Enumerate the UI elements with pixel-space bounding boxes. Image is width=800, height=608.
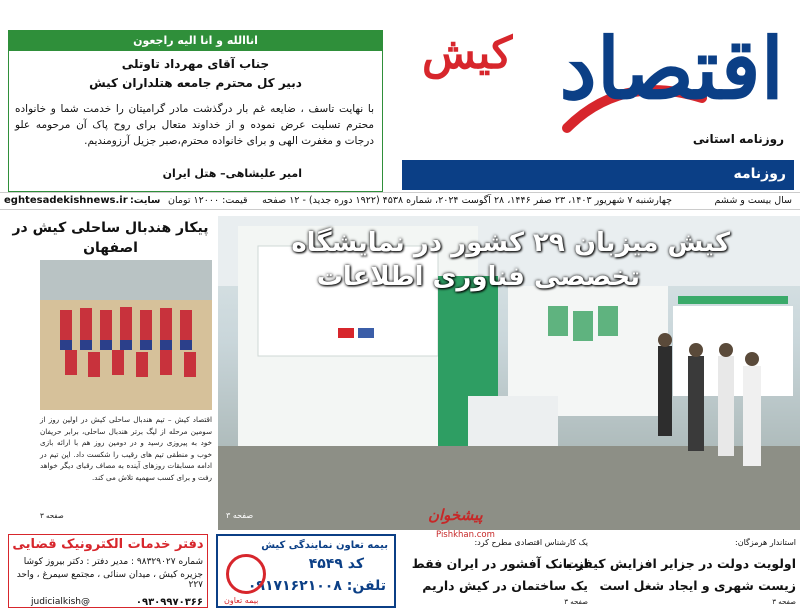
condolence-signature: امیر علیشاهی– هتل ایران: [162, 167, 302, 180]
story-kicker: یک کارشناس اقتصادی مطرح کرد:: [474, 538, 588, 547]
handball-headline[interactable]: پیکار هندبال ساحلی کیش در اصفهان: [12, 220, 209, 256]
team-photo-graphic: [40, 260, 212, 410]
website-label: سایت:: [130, 195, 161, 206]
masthead: [392, 8, 794, 192]
governor-story[interactable]: [565, 534, 796, 608]
condolence-recipient-role: دبیر کل محترم جامعه هتلداران کیش: [89, 76, 302, 90]
story-kicker: استاندار هرمزگان:: [735, 538, 796, 547]
insurance-logo-label: بیمه تعاون: [224, 596, 259, 605]
condolence-header: اناالله و انا الیه راجعون: [9, 31, 382, 51]
story-page-ref: صفحه ۳: [772, 598, 796, 606]
masthead-band: [402, 160, 794, 190]
insurance-ad-phone: تلفن: ۰۹۱۷۱۶۲۱۰۰۸: [247, 578, 386, 594]
judicial-ad-line: شماره ۹۸۳۲۹۰۲۷ : مدیر دفتر : دکتر بیروز کوشا: [23, 557, 203, 567]
story-headline-continued: یک ساختمان در کیش داریم: [422, 578, 588, 593]
newspaper-logo: اقتصاد: [559, 19, 784, 118]
issue-date: چهارشنبه ۷ شهریور ۱۴۰۳، ۲۳ صفر ۱۴۴۶، ۲۸ آگوست ۲۰۲۴، شماره ۴۵۳۸ (۱۹۲۲ دوره جدید) - ۱۲ صفحه: [262, 195, 672, 206]
condolence-body: با نهایت تاسف ، ضایعه غم بار درگذشت مادر گرامیتان را خدمت شما و خانواده محترم تسلیت عرض نموده و از خداوند متعال برای روح پاک آن مرحومه علو درجات و مغفرت الهی و برای خانواده محترم،صبر جزیل آرزومندیم.: [15, 103, 374, 147]
main-story-page-ref: صفحه ۳: [226, 511, 254, 520]
website-link[interactable]: eghtesadekishnews.ir: [4, 195, 128, 206]
newspaper-logo-accent: کیش: [422, 28, 513, 79]
insurance-ad[interactable]: [216, 534, 396, 608]
judicial-ad-address: جزیره کیش ، میدان سنائی ، مجتمع سیمرغ ، واحد ۲۲۷: [16, 570, 203, 590]
judicial-ad-title: دفتر خدمات الکترونیک قضایی: [12, 537, 204, 552]
handball-margin: [8, 260, 38, 510]
handball-body: اقتصاد کیش – تیم هندبال ساحلی کیش در اولین روز از سومین مرحله از لیگ برتر هندبال ساحلی، برابر حریفان خود به پیروزی رسید و در دومین روز هم با ارائه بازی خوب و منطقی تیم های رقیب را شکست داد. این تیم در ادامه مسابقات روزهای آینده به مصاف رقبای دیگر خواهد رفت و برای کسب سهمیه تلاش می کند.: [40, 415, 212, 482]
judicial-services-ad[interactable]: [8, 534, 208, 608]
issue-info-strip: [0, 192, 800, 210]
handball-team-photo[interactable]: [40, 260, 212, 410]
masthead-band-label: روزنامه: [733, 166, 786, 182]
insurance-logo-icon: [226, 554, 266, 594]
condolence-notice: [8, 30, 383, 192]
story-headline: از بانک آفشور در ایران فقط: [411, 556, 588, 571]
judicial-ad-email: judicialkish@: [31, 597, 90, 607]
newspaper-subtitle: روزنامه استانی: [692, 132, 784, 146]
offshore-bank-story[interactable]: [402, 534, 588, 608]
story-page-ref: صفحه ۳: [564, 598, 588, 606]
insurance-ad-title: بیمه تعاون نمایندگی کیش: [261, 540, 388, 551]
handball-page-ref: صفحه ۳: [40, 512, 64, 520]
story-headline: اولویت دولت در جزایر افزایش کیفیت: [565, 556, 796, 571]
main-headline[interactable]: کیش میزبان ۲۹ کشور در نمایشگاه: [291, 228, 730, 258]
judicial-ad-phone: ۰۹۳۰۹۹۷۰۳۶۶: [135, 597, 203, 608]
insurance-ad-code: کد ۴۵۴۹: [308, 556, 364, 572]
pishkhan-watermark: پیشخوان: [428, 506, 483, 524]
main-headline-continued[interactable]: تخصصی فناوری اطلاعات: [316, 262, 640, 292]
story-headline-continued: زیست شهری و ایجاد شغل است: [599, 578, 796, 593]
condolence-recipient: جناب آقای مهرداد تاوتلی: [121, 57, 270, 71]
edition-year: سال بیست و ششم: [714, 195, 792, 206]
issue-price: قیمت: ۱۲۰۰۰ تومان: [168, 195, 248, 206]
pishkhan-watermark-url: Pishkhan.com: [436, 530, 495, 540]
